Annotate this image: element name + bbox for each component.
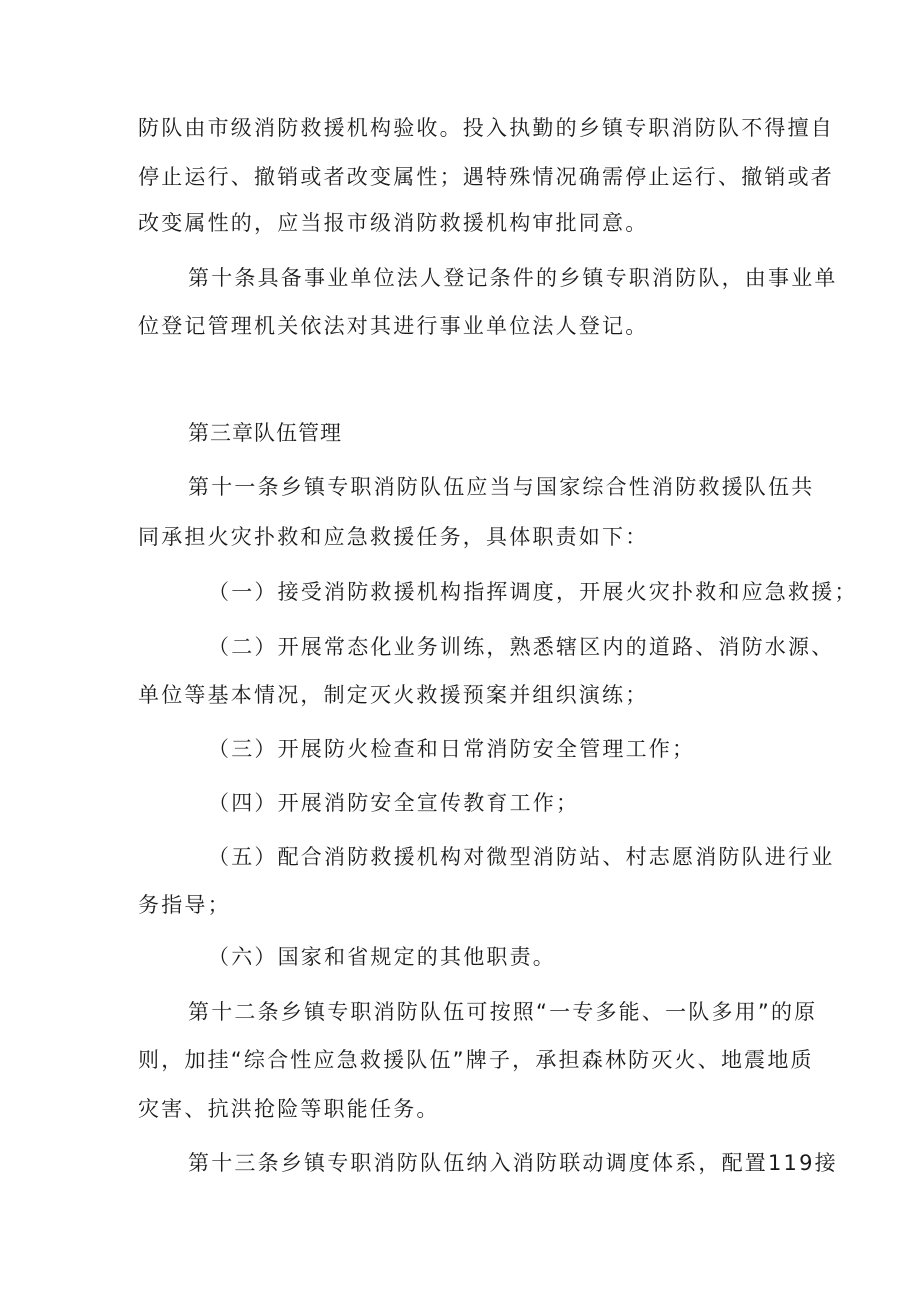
article-11-text: 第十一条乡镇专职消防队伍应当与国家综合性消防救援队伍共 [188, 475, 815, 499]
list-item-2: （二）开展常态化业务训练，熟悉辖区内的道路、消防水源、 [208, 635, 835, 659]
article-12-text: 第十二条乡镇专职消防队伍可按照“一专多能、一队多用”的原 [188, 1000, 818, 1024]
list-item-3: （三）开展防火检查和日常消防安全管理工作； [208, 737, 696, 761]
article-13-text: 第十三条乡镇专职消防队伍纳入消防联动调度体系，配置119接 [188, 1151, 838, 1175]
body-text-line: 停止运行、撤销或者改变属性；遇特殊情况确需停止运行、撤销或者 [138, 165, 834, 189]
list-item-5: （五）配合消防救援机构对微型消防站、村志愿消防队进行业 [208, 845, 835, 869]
list-item-1: （一）接受消防救援机构指挥调度，开展火灾扑救和应急救援； [208, 580, 858, 604]
body-text-line: 防队由市级消防救援机构验收。投入执勤的乡镇专职消防队不得擅自 [138, 116, 834, 140]
body-text-line: 改变属性的，应当报市级消防救援机构审批同意。 [138, 211, 649, 235]
chapter-heading: 第三章队伍管理 [188, 421, 342, 445]
body-text-line: 位登记管理机关依法对其进行事业单位法人登记。 [138, 314, 649, 338]
body-text-line: 务指导； [138, 893, 231, 917]
list-item-6: （六）国家和省规定的其他职责。 [208, 945, 556, 969]
list-item-4: （四）开展消防安全宣传教育工作； [208, 791, 580, 815]
article-10-text: 第十条具备事业单位法人登记条件的乡镇专职消防队，由事业单 [188, 266, 838, 290]
body-text-line: 灾害、抗洪抢险等职能任务。 [138, 1097, 440, 1121]
body-text-line: 单位等基本情况，制定灭火救援预案并组织演练； [138, 683, 649, 707]
body-text-line: 同承担火灾扑救和应急救援任务，具体职责如下： [138, 525, 649, 549]
body-text-line: 则，加挂“综合性应急救援队伍”牌子，承担森林防灭火、地震地质 [138, 1048, 814, 1072]
